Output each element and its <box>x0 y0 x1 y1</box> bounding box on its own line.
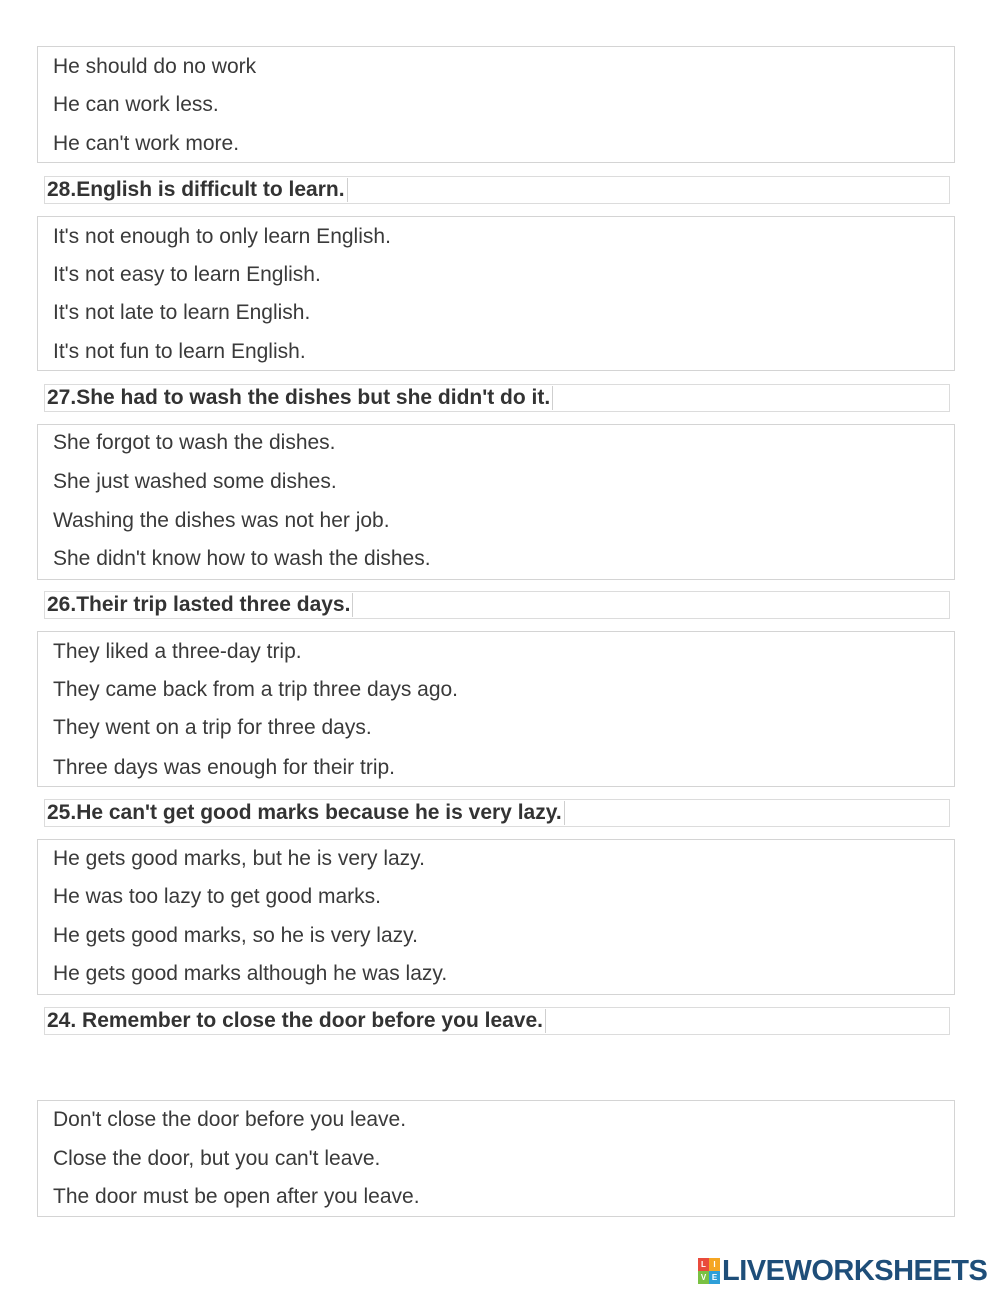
option-28-4[interactable]: It's not fun to learn English. <box>53 340 306 363</box>
question-27-box <box>44 384 950 412</box>
option-24-3[interactable]: The door must be open after you leave. <box>53 1185 420 1208</box>
liveworksheets-logo-icon <box>698 1258 720 1284</box>
liveworksheets-logo-text: LIVEWORKSHEETS <box>722 1254 988 1287</box>
logo-icon-letter: V <box>698 1271 709 1284</box>
logo-icon-letter: L <box>698 1258 709 1271</box>
option-24-1[interactable]: Don't close the door before you leave. <box>53 1108 407 1131</box>
option-27-4[interactable]: She didn't know how to wash the dishes. <box>53 547 431 570</box>
option-26-3[interactable]: They went on a trip for three days. <box>53 716 372 739</box>
question-24-box <box>44 1007 950 1035</box>
options-box-25 <box>37 839 955 995</box>
logo-icon-letter: I <box>709 1258 720 1271</box>
option-29-3[interactable]: He can't work more. <box>53 132 240 155</box>
option-25-1[interactable]: He gets good marks, but he is very lazy. <box>53 847 425 870</box>
option-24-2[interactable]: Close the door, but you can't leave. <box>53 1147 381 1170</box>
option-29-2[interactable]: He can work less. <box>53 93 219 116</box>
question-26-box <box>44 591 950 619</box>
question-28-text: 28.English is difficult to learn. <box>47 178 348 202</box>
logo-icon-letter: E <box>709 1271 720 1284</box>
question-28-box <box>44 176 950 204</box>
option-28-1[interactable]: It's not enough to only learn English. <box>53 225 391 248</box>
option-29-1[interactable]: He should do no work <box>53 55 257 78</box>
option-28-3[interactable]: It's not late to learn English. <box>53 301 311 324</box>
question-25-box <box>44 799 950 827</box>
question-24-text: 24. Remember to close the door before you leave. <box>47 1009 546 1033</box>
option-25-3[interactable]: He gets good marks, so he is very lazy. <box>53 924 418 947</box>
option-28-2[interactable]: It's not easy to learn English. <box>53 263 321 286</box>
option-27-2[interactable]: She just washed some dishes. <box>53 470 337 493</box>
options-box-24 <box>37 1100 955 1217</box>
options-box-27 <box>37 424 955 580</box>
option-27-1[interactable]: She forgot to wash the dishes. <box>53 431 336 454</box>
option-26-4[interactable]: Three days was enough for their trip. <box>53 756 396 779</box>
question-25-text: 25.He can't get good marks because he is very lazy. <box>47 801 565 825</box>
options-box-29 <box>37 46 955 163</box>
option-25-2[interactable]: He was too lazy to get good marks. <box>53 885 381 908</box>
option-26-2[interactable]: They came back from a trip three days ago. <box>53 678 459 701</box>
question-26-text: 26.Their trip lasted three days. <box>47 593 353 617</box>
options-box-26 <box>37 631 955 787</box>
liveworksheets-logo <box>698 1254 987 1288</box>
option-26-1[interactable]: They liked a three-day trip. <box>53 640 302 663</box>
options-box-28 <box>37 216 955 371</box>
option-27-3[interactable]: Washing the dishes was not her job. <box>53 509 390 532</box>
option-25-4[interactable]: He gets good marks although he was lazy. <box>53 962 448 985</box>
question-27-text: 27.She had to wash the dishes but she didn't do it. <box>47 386 553 410</box>
